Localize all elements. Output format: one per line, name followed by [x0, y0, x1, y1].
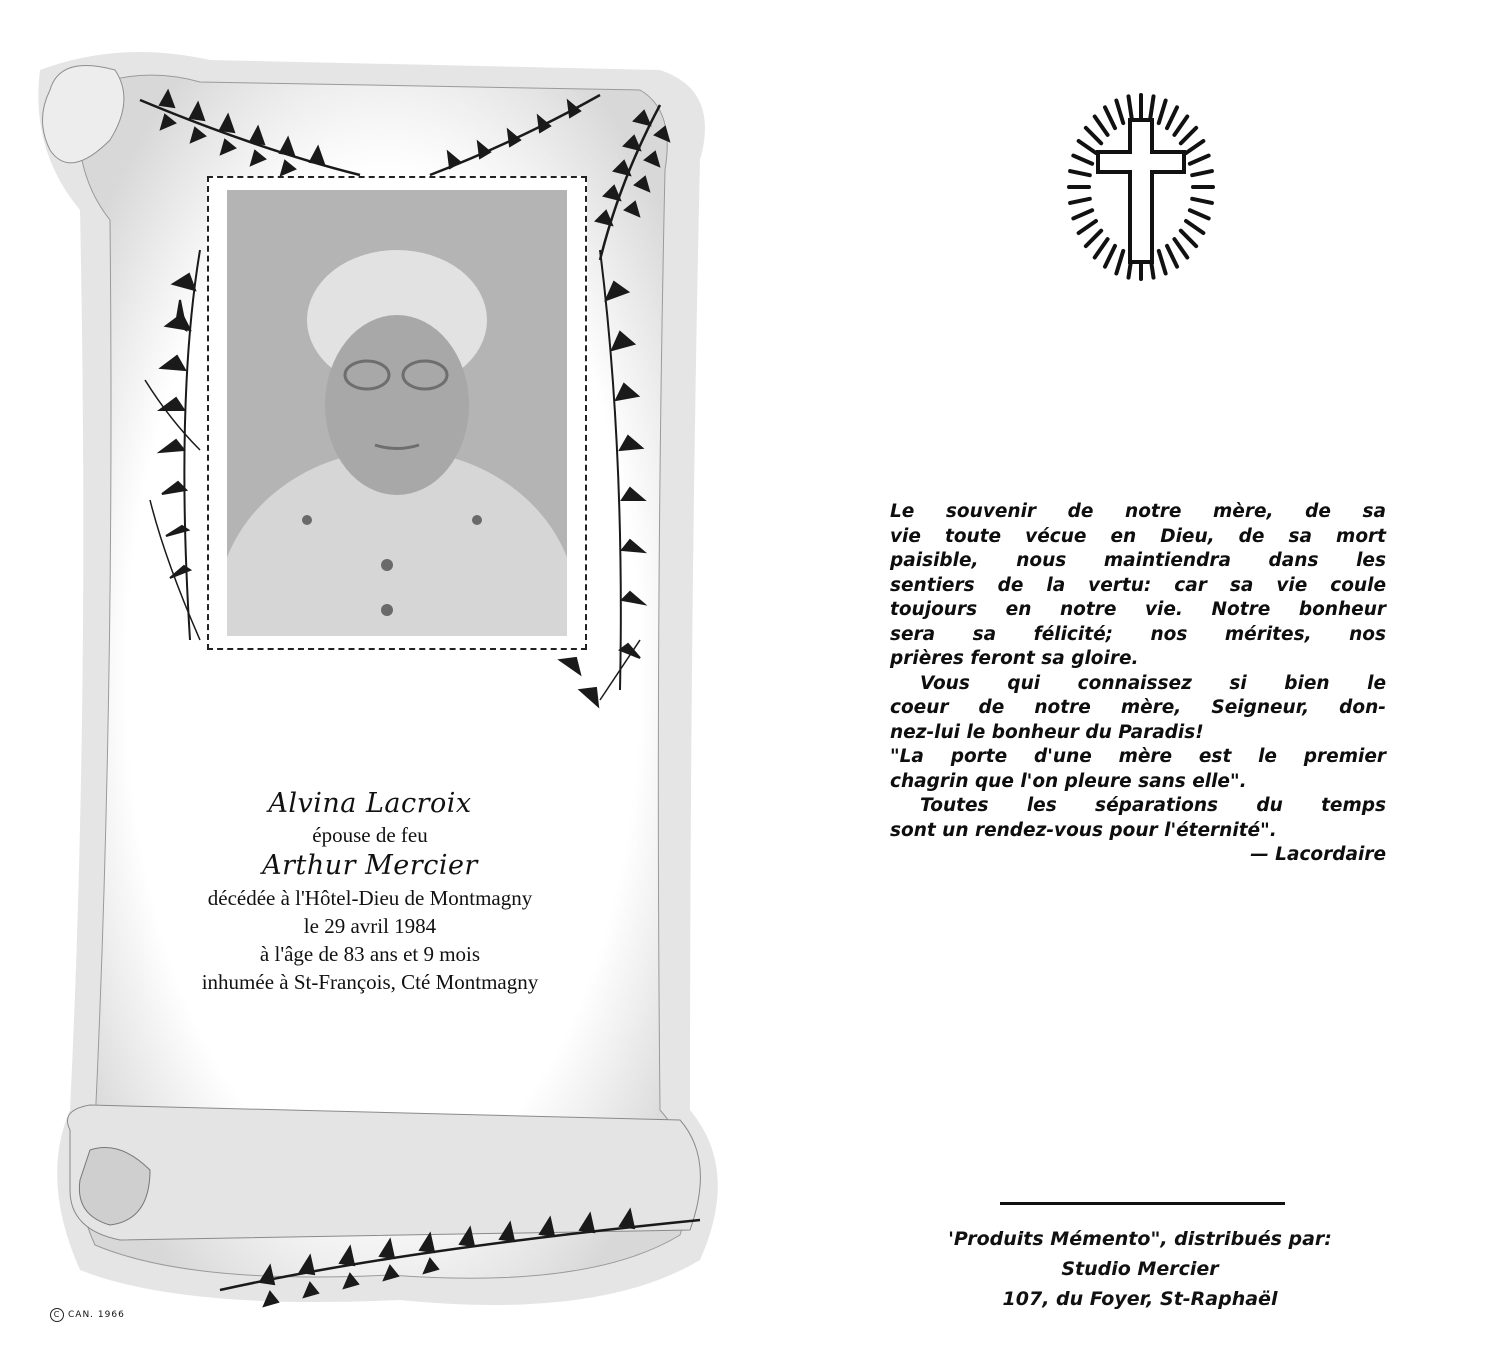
prayer-line: paisible, nous maintiendra dans les — [890, 550, 1386, 571]
cross-ray — [1079, 141, 1096, 153]
prayer-line: toujours en notre vie. Notre bonheur — [890, 599, 1386, 620]
prayer-line: chagrin que l'on pleure sans elle". — [890, 770, 1247, 792]
distributor-info — [890, 1224, 1390, 1314]
cross-ray — [1167, 107, 1177, 128]
radiant-cross-icon — [1066, 92, 1216, 282]
cross-ray — [1073, 156, 1092, 164]
cross-ray — [1128, 96, 1131, 120]
cross-ray — [1150, 96, 1153, 120]
cross-ray — [1073, 210, 1092, 218]
spouse-name: Arthur Mercier — [262, 850, 478, 882]
cross-ray — [1181, 231, 1196, 246]
cross-ray — [1186, 221, 1203, 233]
prayer-line: coeur de notre mère, Seigneur, don- — [890, 697, 1386, 718]
cross-ray — [1086, 231, 1101, 246]
prayer-line: prières feront sa gloire. — [890, 648, 1139, 669]
cross-ray — [1116, 251, 1123, 274]
prayer-line: nez-lui le bonheur du Paradis! — [890, 721, 1204, 743]
cross-ray — [1192, 199, 1212, 203]
cross-ray — [1190, 156, 1209, 164]
cross-ray — [1174, 239, 1187, 257]
copyright-notice — [50, 1308, 125, 1322]
distributor-line-3: 107, du Foyer, St-Raphaël — [1002, 1288, 1278, 1310]
copyright-text: CAN. 1966 — [68, 1310, 125, 1320]
cross-ray — [1105, 107, 1115, 128]
cross-ray — [1192, 171, 1212, 175]
cross-ray — [1079, 221, 1096, 233]
prayer-text — [890, 500, 1386, 868]
cross-ray — [1070, 171, 1090, 175]
cross-ray — [1095, 239, 1108, 257]
deceased-name: Alvina Lacroix — [268, 788, 472, 819]
cross-ray — [1159, 101, 1166, 124]
prayer-line: vie toute vécue en Dieu, de sa mort — [890, 525, 1386, 547]
prayer-line: "La porte d'une mère est le premier — [890, 746, 1386, 767]
relation-text: épouse de feu — [312, 823, 428, 848]
cross-ray — [1159, 251, 1166, 274]
cross-ray — [1190, 210, 1209, 218]
prayer-line: Le souvenir de notre mère, de sa — [890, 501, 1386, 522]
prayer-line: sont un rendez-vous pour l'éternité". — [890, 819, 1277, 841]
cross-ray — [1174, 117, 1187, 135]
prayer-line: sentiers de la vertu: car sa vie coule — [890, 574, 1386, 596]
copyright-icon: C — [50, 1308, 64, 1322]
portrait-photo — [227, 190, 567, 636]
prayer-line: Vous qui connaissez si bien le — [920, 672, 1386, 694]
memorial-inscription — [140, 790, 600, 999]
memorial-card-back — [750, 0, 1500, 1346]
cross-ray — [1086, 128, 1101, 143]
cross-ray — [1070, 199, 1090, 203]
prayer-attribution: — Lacordaire — [1250, 844, 1386, 865]
distributor-line-2: Studio Mercier — [1061, 1258, 1219, 1280]
age-at-death: à l'âge de 83 ans et 9 mois — [259, 941, 481, 966]
cross-ray — [1116, 101, 1123, 124]
distributor-line-1: 'Produits Mémento", distribués par: — [948, 1228, 1332, 1250]
portrait-frame — [207, 176, 587, 650]
prayer-line: sera sa félicité; nos mérites, nos — [890, 623, 1386, 645]
burial-place: inhumée à St-François, Cté Montmagny — [201, 969, 539, 994]
death-place: décédée à l'Hôtel-Dieu de Montmagny — [207, 885, 533, 910]
portrait-image — [227, 190, 567, 636]
cross-ray — [1095, 117, 1108, 135]
divider-line — [1000, 1202, 1285, 1205]
death-date: le 29 avril 1984 — [303, 913, 437, 938]
prayer-line: Toutes les séparations du temps — [920, 795, 1386, 816]
cross-ray — [1181, 128, 1196, 143]
cross-ray — [1167, 246, 1177, 267]
cross-ray — [1186, 141, 1203, 153]
cross-ray — [1105, 246, 1115, 267]
